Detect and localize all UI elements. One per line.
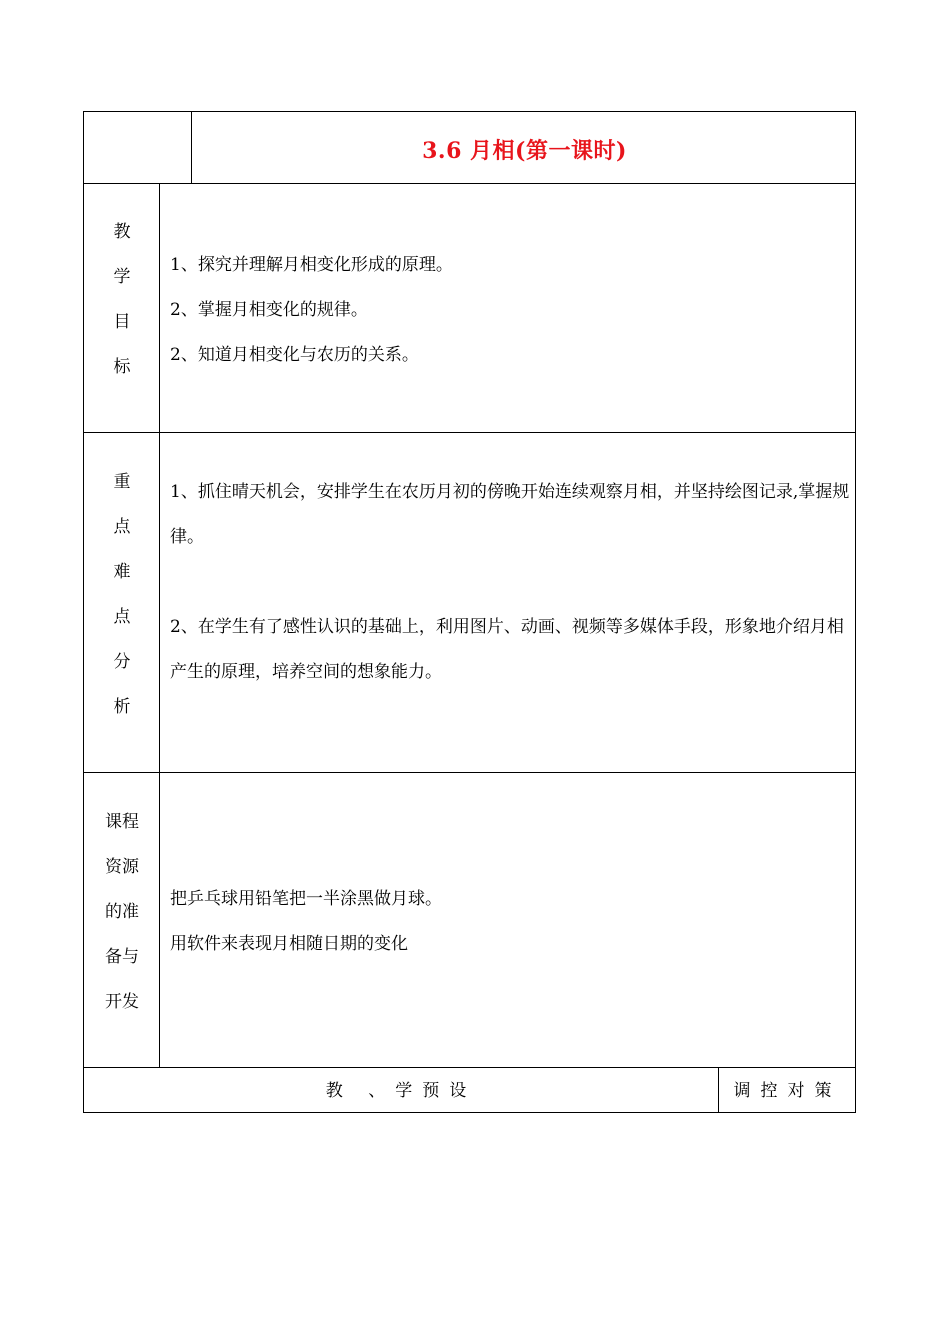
page-title: 3.6 月相(第一课时) bbox=[422, 138, 627, 164]
objectives-label bbox=[84, 210, 160, 390]
label-char: 点 bbox=[113, 607, 131, 627]
teaching-plan-heading: 教 、学预设 bbox=[325, 1081, 477, 1101]
row-divider bbox=[84, 432, 855, 433]
label-char: 教 bbox=[113, 222, 131, 242]
resource-line: 用软件来表现月相随日期的变化 bbox=[170, 934, 408, 954]
resource-line: 把乒乓球用铅笔把一半涂黑做月球。 bbox=[170, 889, 442, 909]
label-chars: 开发 bbox=[105, 992, 139, 1012]
label-chars: 的准 bbox=[105, 902, 139, 922]
key-point-paragraph: 2、在学生有了感性认识的基础上，利用图片、动画、视频等多媒体手段，形象地介绍月相产生的原理，培养空间的想象能力。 bbox=[170, 617, 844, 682]
label-chars: 备与 bbox=[105, 947, 139, 967]
objectives-content bbox=[170, 243, 850, 378]
label-chars: 课程 bbox=[105, 812, 139, 832]
label-char: 标 bbox=[113, 357, 131, 377]
resources-content bbox=[170, 877, 850, 967]
objective-line: 1、探究并理解月相变化形成的原理。 bbox=[170, 255, 453, 275]
resources-label bbox=[84, 800, 160, 1025]
key-points-content bbox=[170, 470, 850, 695]
objective-line: 2、掌握月相变化的规律。 bbox=[170, 300, 368, 320]
label-char: 学 bbox=[113, 267, 131, 287]
label-char: 点 bbox=[113, 517, 131, 537]
objective-line: 2、知道月相变化与农历的关系。 bbox=[170, 345, 419, 365]
label-char: 析 bbox=[113, 697, 131, 717]
row-divider bbox=[84, 772, 855, 773]
label-char: 目 bbox=[113, 312, 131, 332]
label-char: 重 bbox=[113, 472, 131, 492]
adjustment-strategy-heading: 调控对策 bbox=[733, 1081, 842, 1101]
label-chars: 资源 bbox=[105, 857, 139, 877]
label-char: 分 bbox=[113, 652, 131, 672]
key-point-paragraph: 1、抓住晴天机会，安排学生在农历月初的傍晚开始连续观察月相，并坚持绘图记录,掌握规律。 bbox=[170, 482, 850, 547]
label-char: 难 bbox=[113, 562, 131, 582]
lesson-plan-table bbox=[83, 111, 856, 1113]
key-points-label bbox=[84, 460, 160, 730]
row-divider bbox=[84, 183, 855, 184]
